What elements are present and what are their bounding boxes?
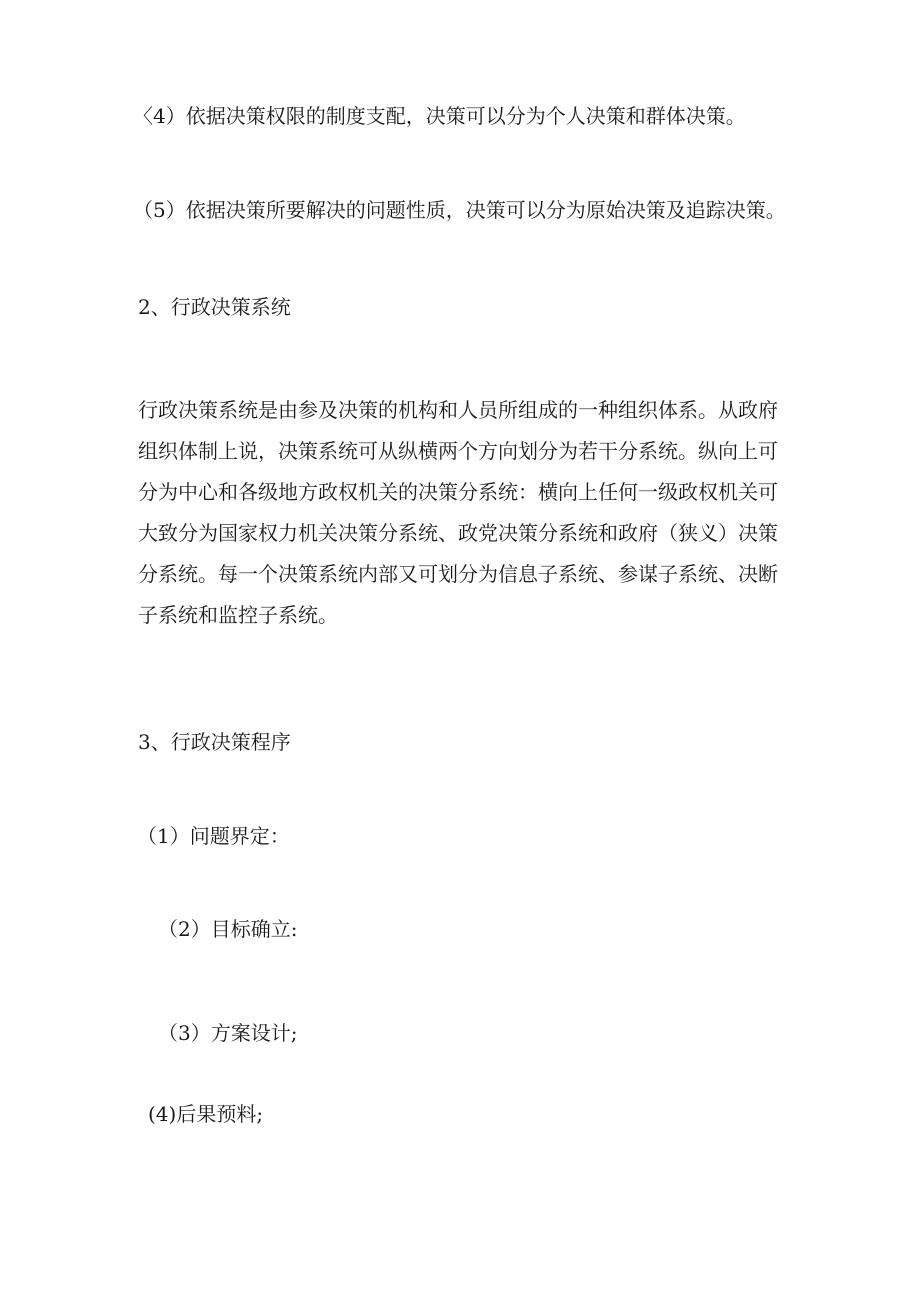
paragraph-line: 行政决策系统是由参及决策的机构和人员所组成的一种组织体系。从政府 (138, 398, 778, 422)
paragraph-line: 分为中心和各级地方政权机关的决策分系统：横向上任何一级政权机关可 (138, 480, 778, 504)
section-heading-decision-procedure: 3、行政决策程序 (138, 730, 291, 754)
step-consequence-forecast: (4)后果预料; (148, 1102, 264, 1126)
step-goal-setting: （2）目标确立: (158, 917, 298, 941)
step-problem-definition: （1）问题界定： (137, 824, 290, 848)
paragraph-line: 分系统。每一个决策系统内部又可划分为信息子系统、参谋子系统、决断 (138, 562, 778, 586)
step-plan-design: （3）方案设计; (158, 1021, 298, 1045)
item-decision-problem-nature: （5）依据决策所要解决的问题性质，决策可以分为原始决策及追踪决策。 (133, 198, 786, 222)
paragraph-line: 子系统和监控子系统。 (138, 603, 338, 627)
decision-system-paragraph (138, 390, 798, 636)
section-heading-decision-system: 2、行政决策系统 (138, 295, 291, 319)
paragraph-line: 组织体制上说，决策系统可从纵横两个方向划分为若干分系统。纵向上可 (138, 439, 778, 463)
item-decision-authority: 〈4）依据决策权限的制度支配，决策可以分为个人决策和群体决策。 (133, 104, 746, 128)
paragraph-line: 大致分为国家权力机关决策分系统、政党决策分系统和政府（狭义）决策 (138, 521, 778, 545)
